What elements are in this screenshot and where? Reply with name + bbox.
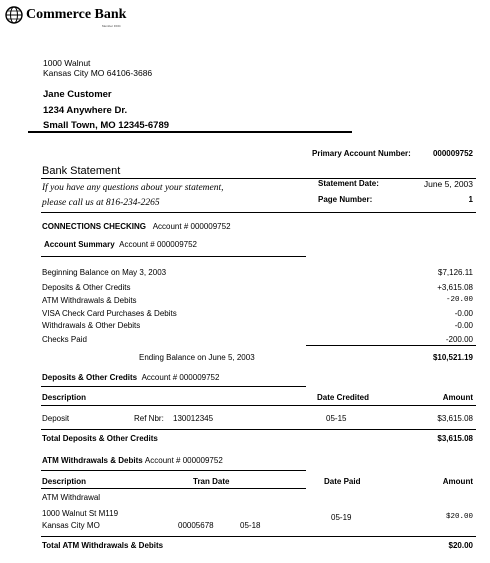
summary-row-label: Checks Paid: [42, 335, 87, 344]
deposits-total-label: Total Deposits & Other Credits: [42, 434, 158, 443]
summary-row-value: -0.00: [454, 321, 473, 330]
atm-col-date-paid: Date Paid: [324, 477, 361, 486]
summary-rule: [41, 256, 306, 257]
page-number-value: 1: [468, 195, 473, 204]
bank-address-line1: 1000 Walnut: [43, 58, 91, 68]
bank-address-line2: Kansas City MO 64106-3686: [43, 68, 153, 78]
header-rule: [41, 212, 476, 213]
deposits-col-rule: [41, 405, 476, 406]
primary-account-value: 000009752: [432, 149, 473, 158]
atm-row-line1: ATM Withdrawal: [42, 493, 101, 502]
statement-date-value: June 5, 2003: [423, 179, 473, 189]
atm-row-date-paid: 05-19: [331, 513, 352, 522]
atm-rule: [41, 470, 306, 471]
summary-row-label: Deposits & Other Credits: [42, 283, 131, 292]
questions-line1: If you have any questions about your statement,: [42, 183, 224, 193]
atm-col-tran-date: Tran Date: [193, 477, 230, 486]
deposits-col-description: Description: [42, 393, 87, 402]
deposits-header: [42, 373, 219, 382]
title-rule: [41, 178, 476, 179]
summary-row-value: -0.00: [454, 309, 473, 318]
deposits-col-amount: Amount: [442, 393, 473, 402]
checking-account: Account # 000009752: [152, 222, 231, 231]
checking-header: [42, 222, 231, 231]
deposit-description: Deposit: [42, 414, 70, 423]
summary-title: Account Summary: [44, 240, 115, 249]
summary-row-value: -20.00: [445, 296, 473, 304]
summary-row-label: VISA Check Card Purchases & Debits: [42, 309, 177, 318]
customer-name: Jane Customer: [43, 89, 112, 100]
deposit-ref-label: Ref Nbr:: [134, 414, 164, 423]
globe-logo-icon: [5, 6, 23, 24]
statement-date-label: Statement Date:: [318, 179, 379, 188]
questions-line2: please call us at 816-234-2265: [42, 198, 160, 208]
ending-balance-rule: [306, 345, 476, 346]
page-number-label: Page Number:: [318, 195, 373, 204]
ending-balance-label: Ending Balance on June 5, 2003: [139, 353, 255, 362]
atm-col-amount: Amount: [442, 477, 473, 486]
atm-col-description: Description: [42, 477, 87, 486]
atm-col-rule: [41, 488, 306, 489]
ending-balance-value: $10,521.19: [432, 353, 473, 362]
atm-row-tran-date: 05-18: [240, 521, 261, 530]
atm-total-value: $20.00: [448, 541, 473, 550]
deposit-amount: $3,615.08: [437, 414, 473, 423]
deposits-col-date: Date Credited: [317, 393, 370, 402]
summary-row-label: ATM Withdrawals & Debits: [42, 296, 137, 305]
summary-account: Account # 000009752: [119, 240, 197, 249]
bank-name: Commerce Bank: [26, 7, 127, 22]
atm-total-rule: [41, 536, 476, 537]
statement-title: Bank Statement: [42, 165, 121, 177]
atm-title: ATM Withdrawals & Debits: [42, 456, 143, 465]
summary-row-value: -200.00: [445, 335, 473, 344]
deposits-account: Account # 000009752: [141, 373, 220, 382]
deposit-date: 05-15: [326, 414, 347, 423]
atm-header: [42, 456, 223, 465]
atm-row-line2: 1000 Walnut St M119: [42, 509, 119, 518]
deposits-total-value: $3,615.08: [437, 434, 473, 443]
deposits-total-rule: [41, 429, 476, 430]
checking-title: CONNECTIONS CHECKING: [42, 222, 147, 231]
atm-row-line3: Kansas City MO: [42, 521, 100, 530]
bank-tagline: Member FDIC: [102, 24, 121, 28]
deposits-title: Deposits & Other Credits: [42, 373, 138, 382]
atm-account: Account # 000009752: [144, 456, 223, 465]
summary-header: [44, 240, 197, 249]
primary-account-label: Primary Account Number:: [312, 149, 411, 158]
atm-total-label: Total ATM Withdrawals & Debits: [42, 541, 164, 550]
address-underline: [28, 131, 352, 133]
deposits-rule: [41, 386, 306, 387]
summary-row-value: +3,615.08: [437, 283, 473, 292]
atm-row-ref: 00005678: [178, 521, 214, 530]
summary-row-label: Withdrawals & Other Debits: [42, 321, 141, 330]
customer-city: Small Town, MO 12345-6789: [43, 120, 170, 131]
deposit-ref: 130012345: [173, 414, 214, 423]
summary-row-value: $7,126.11: [438, 268, 473, 277]
summary-row-label: Beginning Balance on May 3, 2003: [42, 268, 167, 277]
atm-row-amount: $20.00: [445, 513, 473, 521]
customer-street: 1234 Anywhere Dr.: [43, 105, 128, 116]
